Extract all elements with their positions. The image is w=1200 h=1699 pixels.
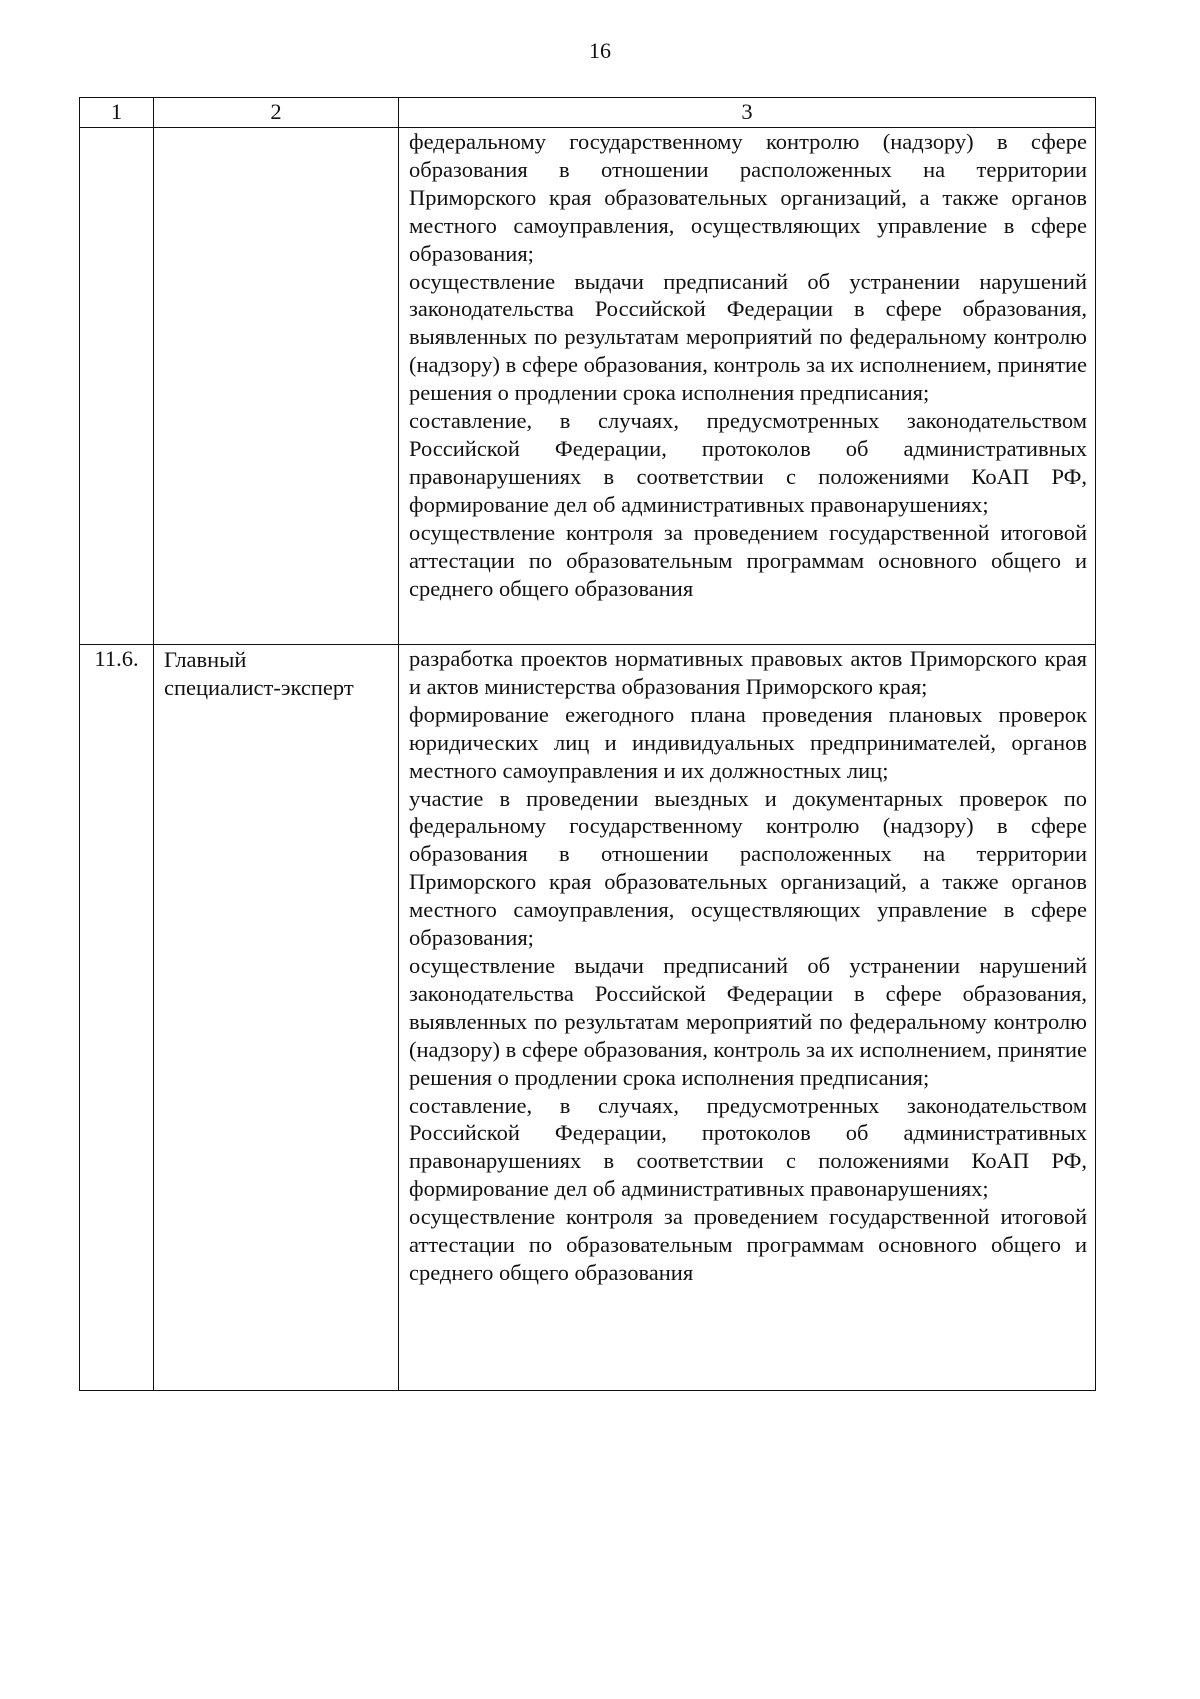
position-title-cell xyxy=(154,128,399,645)
duties-cell xyxy=(399,645,1096,1391)
duty-paragraph: составление, в случаях, предусмотренных законодательством Российской Федерации, протоколов об административных правонарушениях в соответствии с положениями КоАП РФ, формирование дел об административных правонарушениях; xyxy=(409,408,1087,517)
duty-paragraph: разработка проектов нормативных правовых актов Приморского края и актов министерства образования Приморского края; xyxy=(409,646,1087,699)
table-row-11-6 xyxy=(80,645,1096,1391)
table-row-continuation xyxy=(80,128,1096,645)
position-title-line: Главный xyxy=(164,647,247,672)
duty-paragraph: участие в проведении выездных и документарных проверок по федеральному государственному контролю (надзору) в сфере образования в отношении расположенных на территории Приморского края образовательных организаций, а также органов местного самоуправления, осуществляющих управление в сфере образования; xyxy=(409,785,1087,951)
duty-paragraph: составление, в случаях, предусмотренных законодательством Российской Федерации, протоколов об административных правонарушениях в соответствии с положениями КоАП РФ, формирование дел об административных правонарушениях; xyxy=(409,1092,1087,1202)
header-col-2: 2 xyxy=(154,98,399,128)
header-col-3: 3 xyxy=(399,98,1096,128)
duties-cell xyxy=(399,128,1096,645)
position-title-cell xyxy=(154,645,399,1391)
row-number-cell xyxy=(80,128,154,645)
header-col-1: 1 xyxy=(80,98,154,128)
duty-paragraph: федеральному государственному контролю (надзору) в сфере образования в отношении расположенных на территории Приморского края образовательных организаций, а также органов местного самоуправления, осуществляющих управление в сфере образования; xyxy=(409,129,1087,266)
duty-paragraph: формирование ежегодного плана проведения плановых проверок юридических лиц и индивидуальных предпринимателей, органов местного самоуправления и их должностных лиц; xyxy=(409,701,1087,783)
duty-paragraph: осуществление выдачи предписаний об устранении нарушений законодательства Российской Федерации в сфере образования, выявленных по результатам мероприятий по федеральному контролю (надзору) в сфере образования, контроль за их исполнением, принятие решения о продлении срока исполнения предписания; xyxy=(409,952,1087,1090)
duties-table xyxy=(79,97,1096,1391)
row-number-cell: 11.6. xyxy=(80,645,154,1391)
position-title-line: специалист-эксперт xyxy=(164,674,354,700)
duty-paragraph: осуществление выдачи предписаний об устранении нарушений законодательства Российской Федерации в сфере образования, выявленных по результатам мероприятий по федеральному контролю (надзору) в сфере образования, контроль за их исполнением, принятие решения о продлении срока исполнения предписания; xyxy=(409,268,1087,406)
table-header-row xyxy=(80,98,1096,128)
page-number: 16 xyxy=(589,38,611,63)
duty-paragraph: осуществление контроля за проведением государственной итоговой аттестации по образовательным программам основного общего и среднего общего образования xyxy=(409,519,1087,601)
duty-paragraph: осуществление контроля за проведением государственной итоговой аттестации по образовательным программам основного общего и среднего общего образования xyxy=(409,1204,1087,1285)
